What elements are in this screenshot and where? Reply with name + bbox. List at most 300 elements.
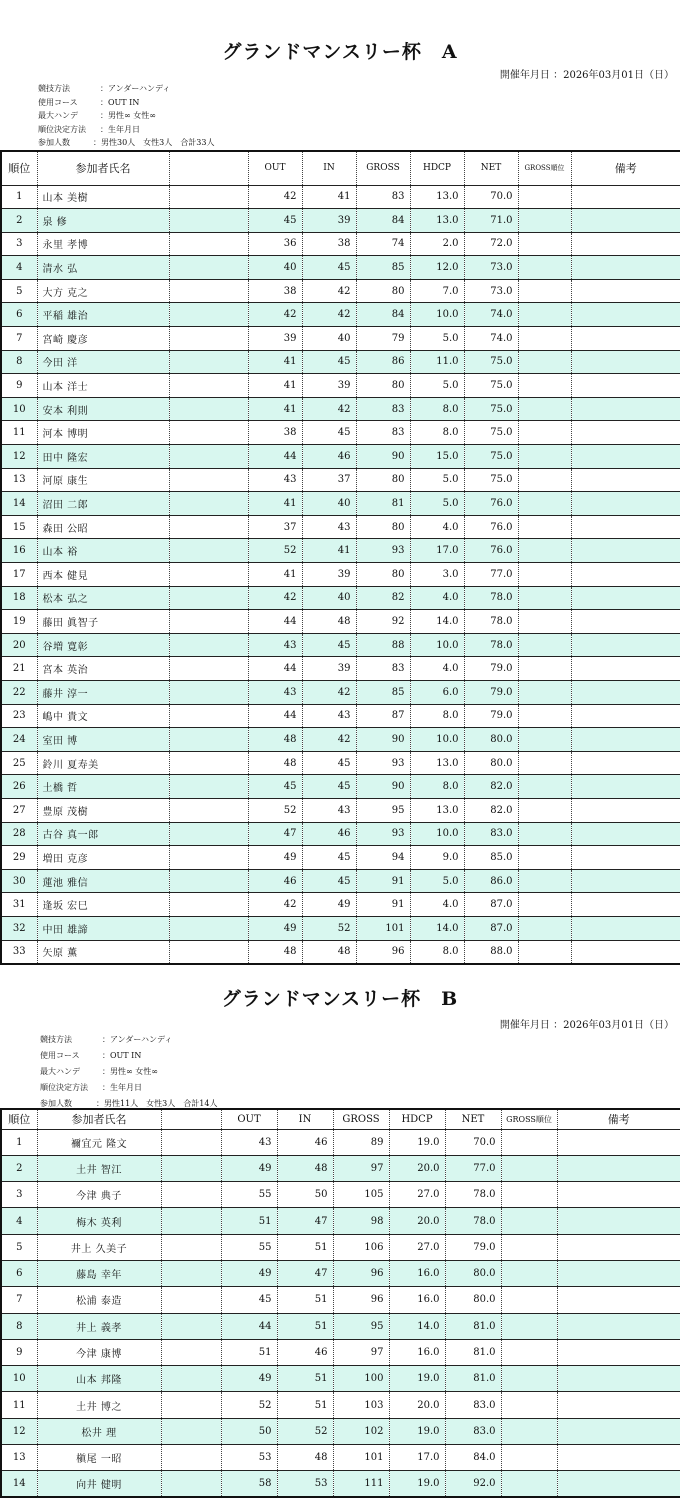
rank-cell: 10 (1, 397, 37, 421)
remarks-cell (557, 1129, 680, 1155)
name-cell: 土橋 哲 (37, 775, 169, 799)
table-row (1, 846, 680, 870)
name-cell: 田中 隆宏 (37, 445, 169, 469)
hdcp-cell: 10.0 (410, 822, 464, 846)
out-cell: 41 (248, 350, 302, 374)
info-row (38, 109, 214, 123)
info-row (38, 96, 214, 110)
blank-cell (161, 1129, 221, 1155)
gross-cell: 90 (356, 775, 410, 799)
rank-cell: 28 (1, 822, 37, 846)
header-name: 参加者氏名 (37, 151, 169, 185)
in-cell: 43 (302, 798, 356, 822)
name-cell: 豊原 茂樹 (37, 798, 169, 822)
remarks-cell (571, 421, 680, 445)
remarks-cell (571, 539, 680, 563)
rank-cell: 22 (1, 680, 37, 704)
gross-rank-cell (518, 350, 571, 374)
rank-cell: 8 (1, 350, 37, 374)
in-cell: 42 (302, 397, 356, 421)
blank-cell (169, 327, 248, 351)
info-val: ：男性∞ 女性∞ (100, 111, 156, 120)
table-row (1, 232, 680, 256)
blank-cell (161, 1287, 221, 1313)
info-row (40, 1032, 217, 1048)
remarks-cell (557, 1418, 680, 1444)
remarks-cell (571, 374, 680, 398)
net-cell: 75.0 (464, 421, 518, 445)
remarks-cell (571, 492, 680, 516)
net-cell: 77.0 (464, 563, 518, 587)
hdcp-cell: 20.0 (389, 1392, 445, 1418)
in-cell: 41 (302, 539, 356, 563)
hdcp-cell: 5.0 (410, 374, 464, 398)
gross-rank-cell (518, 751, 571, 775)
table-row (1, 279, 680, 303)
header-hdcp: HDCP (389, 1109, 445, 1129)
title-a: グランドマンスリー杯 A (222, 41, 458, 63)
net-cell: 80.0 (464, 728, 518, 752)
blank-cell (169, 798, 248, 822)
name-cell: 今田 洋 (37, 350, 169, 374)
remarks-cell (571, 728, 680, 752)
hdcp-cell: 16.0 (389, 1287, 445, 1313)
blank-cell (169, 751, 248, 775)
info-key: 参加人数 (38, 138, 70, 147)
net-cell: 78.0 (464, 586, 518, 610)
blank-cell (169, 468, 248, 492)
gross-cell: 80 (356, 279, 410, 303)
blank-cell (169, 822, 248, 846)
gross-rank-cell (518, 539, 571, 563)
hdcp-cell: 19.0 (389, 1129, 445, 1155)
gross-rank-cell (501, 1418, 557, 1444)
net-cell: 83.0 (445, 1418, 501, 1444)
gross-cell: 102 (333, 1418, 389, 1444)
remarks-cell (571, 822, 680, 846)
out-cell: 44 (248, 610, 302, 634)
header-hdcp: HDCP (410, 151, 464, 185)
header-gross-rank: GROSS順位 (501, 1109, 557, 1129)
remarks-cell (557, 1471, 680, 1497)
table-row (1, 1208, 680, 1234)
net-cell: 81.0 (445, 1339, 501, 1365)
remarks-cell (571, 586, 680, 610)
in-cell: 51 (277, 1234, 333, 1260)
rank-cell: 17 (1, 563, 37, 587)
blank-cell (169, 374, 248, 398)
date-label: 開催年月日 ： (499, 1020, 564, 1031)
results-table-a (0, 150, 680, 965)
net-cell: 81.0 (445, 1313, 501, 1339)
net-cell: 76.0 (464, 492, 518, 516)
table-row (1, 1260, 680, 1286)
in-cell: 51 (277, 1287, 333, 1313)
rank-cell: 32 (1, 916, 37, 940)
table-row (1, 704, 680, 728)
in-cell: 38 (302, 232, 356, 256)
table-row (1, 350, 680, 374)
hdcp-cell: 4.0 (410, 657, 464, 681)
table-row (1, 869, 680, 893)
blank-cell (161, 1418, 221, 1444)
remarks-cell (557, 1339, 680, 1365)
name-cell: 宮本 英治 (37, 657, 169, 681)
header-rank: 順位 (1, 1109, 37, 1129)
blank-cell (161, 1471, 221, 1497)
gross-rank-cell (518, 916, 571, 940)
net-cell: 84.0 (445, 1445, 501, 1471)
gross-rank-cell (501, 1287, 557, 1313)
name-cell: 藤島 幸年 (37, 1260, 161, 1286)
net-cell: 70.0 (464, 185, 518, 209)
net-cell: 87.0 (464, 916, 518, 940)
in-cell: 45 (302, 633, 356, 657)
net-cell: 87.0 (464, 893, 518, 917)
blank-cell (161, 1208, 221, 1234)
out-cell: 41 (248, 397, 302, 421)
out-cell: 39 (248, 327, 302, 351)
gross-cell: 96 (356, 940, 410, 964)
gross-cell: 93 (356, 751, 410, 775)
blank-cell (161, 1392, 221, 1418)
gross-cell: 93 (356, 539, 410, 563)
table-row (1, 633, 680, 657)
out-cell: 52 (221, 1392, 277, 1418)
name-cell: 室田 博 (37, 728, 169, 752)
hdcp-cell: 16.0 (389, 1339, 445, 1365)
name-cell: 松井 理 (37, 1418, 161, 1444)
info-val: ：OUT IN (102, 1051, 142, 1060)
gross-cell: 84 (356, 303, 410, 327)
title-b: グランドマンスリー杯 B (221, 988, 459, 1010)
header-remarks: 備考 (557, 1109, 680, 1129)
table-row (1, 256, 680, 280)
rank-cell: 9 (1, 374, 37, 398)
gross-rank-cell (518, 327, 571, 351)
remarks-cell (571, 893, 680, 917)
hdcp-cell: 27.0 (389, 1234, 445, 1260)
gross-rank-cell (518, 232, 571, 256)
gross-cell: 90 (356, 728, 410, 752)
gross-cell: 80 (356, 374, 410, 398)
header-gross: GROSS (333, 1109, 389, 1129)
date-value: 2026年03月01日（日） (563, 70, 674, 81)
in-cell: 50 (277, 1182, 333, 1208)
hdcp-cell: 11.0 (410, 350, 464, 374)
net-cell: 81.0 (445, 1366, 501, 1392)
net-cell: 75.0 (464, 350, 518, 374)
gross-cell: 100 (333, 1366, 389, 1392)
hdcp-cell: 9.0 (410, 846, 464, 870)
name-cell: 中田 雄諦 (37, 916, 169, 940)
gross-cell: 88 (356, 633, 410, 657)
net-cell: 75.0 (464, 397, 518, 421)
gross-cell: 94 (356, 846, 410, 870)
table-header (1, 1109, 680, 1129)
rank-cell: 12 (1, 445, 37, 469)
name-cell: 山本 邦隆 (37, 1366, 161, 1392)
gross-cell: 80 (356, 468, 410, 492)
hdcp-cell: 20.0 (389, 1208, 445, 1234)
name-cell: 古谷 真一郎 (37, 822, 169, 846)
gross-rank-cell (501, 1313, 557, 1339)
name-cell: 藤井 淳一 (37, 680, 169, 704)
out-cell: 58 (221, 1471, 277, 1497)
header-rank: 順位 (1, 151, 37, 185)
info-row (38, 123, 214, 137)
gross-rank-cell (518, 256, 571, 280)
net-cell: 78.0 (445, 1182, 501, 1208)
info-val: ：男性11人 女性3人 合計14人 (96, 1099, 218, 1108)
in-cell: 42 (302, 279, 356, 303)
info-val: ：男性30人 女性3人 合計33人 (93, 138, 215, 147)
gross-rank-cell (518, 940, 571, 964)
in-cell: 46 (277, 1339, 333, 1365)
out-cell: 51 (221, 1339, 277, 1365)
remarks-cell (557, 1208, 680, 1234)
hdcp-cell: 16.0 (389, 1260, 445, 1286)
hdcp-cell: 13.0 (410, 751, 464, 775)
info-val: ：生年月日 (100, 124, 140, 134)
hdcp-cell: 8.0 (410, 397, 464, 421)
out-cell: 41 (248, 374, 302, 398)
info-val: ：男性∞ 女性∞ (102, 1067, 158, 1076)
remarks-cell (571, 232, 680, 256)
gross-rank-cell (518, 610, 571, 634)
name-cell: 西本 健見 (37, 563, 169, 587)
table-row (1, 209, 680, 233)
info-key: 順位決定方法 (38, 124, 86, 134)
remarks-cell (571, 846, 680, 870)
table-row (1, 1471, 680, 1497)
rank-cell: 1 (1, 1129, 37, 1155)
out-cell: 42 (248, 586, 302, 610)
table-row (1, 515, 680, 539)
net-cell: 78.0 (445, 1208, 501, 1234)
gross-cell: 91 (356, 869, 410, 893)
rank-cell: 13 (1, 1445, 37, 1471)
header-gross-rank: GROSS順位 (518, 151, 571, 185)
rank-cell: 19 (1, 610, 37, 634)
remarks-cell (557, 1287, 680, 1313)
remarks-cell (571, 916, 680, 940)
rank-cell: 2 (1, 1155, 37, 1181)
out-cell: 51 (221, 1208, 277, 1234)
blank-cell (169, 586, 248, 610)
gross-cell: 74 (356, 232, 410, 256)
remarks-cell (571, 397, 680, 421)
blank-cell (169, 279, 248, 303)
table-row (1, 1234, 680, 1260)
rank-cell: 4 (1, 1208, 37, 1234)
out-cell: 47 (248, 822, 302, 846)
remarks-cell (571, 704, 680, 728)
rank-cell: 15 (1, 515, 37, 539)
hdcp-cell: 5.0 (410, 869, 464, 893)
in-cell: 39 (302, 563, 356, 587)
table-row (1, 1366, 680, 1392)
table-row (1, 728, 680, 752)
rank-cell: 29 (1, 846, 37, 870)
net-cell: 92.0 (445, 1471, 501, 1497)
table-row (1, 1129, 680, 1155)
gross-rank-cell (501, 1445, 557, 1471)
net-cell: 79.0 (464, 680, 518, 704)
blank-cell (161, 1313, 221, 1339)
blank-cell (169, 680, 248, 704)
blank-cell (161, 1234, 221, 1260)
gross-cell: 111 (333, 1471, 389, 1497)
out-cell: 41 (248, 563, 302, 587)
out-cell: 44 (248, 657, 302, 681)
table-row (1, 1392, 680, 1418)
net-cell: 79.0 (464, 704, 518, 728)
rank-cell: 9 (1, 1339, 37, 1365)
info-key: 最大ハンデ (38, 111, 78, 120)
blank-cell (169, 303, 248, 327)
blank-cell (169, 775, 248, 799)
hdcp-cell: 8.0 (410, 421, 464, 445)
net-cell: 80.0 (445, 1287, 501, 1313)
net-cell: 82.0 (464, 798, 518, 822)
table-row (1, 822, 680, 846)
table-row (1, 610, 680, 634)
remarks-cell (571, 869, 680, 893)
name-cell: 井上 久美子 (37, 1234, 161, 1260)
rank-cell: 8 (1, 1313, 37, 1339)
rank-cell: 5 (1, 279, 37, 303)
remarks-cell (571, 327, 680, 351)
in-cell: 53 (277, 1471, 333, 1497)
out-cell: 43 (248, 633, 302, 657)
gross-rank-cell (518, 893, 571, 917)
name-cell: 河本 博明 (37, 421, 169, 445)
blank-cell (169, 256, 248, 280)
hdcp-cell: 8.0 (410, 704, 464, 728)
remarks-cell (571, 798, 680, 822)
in-cell: 45 (302, 350, 356, 374)
name-cell: 藤田 眞智子 (37, 610, 169, 634)
hdcp-cell: 14.0 (389, 1313, 445, 1339)
net-cell: 74.0 (464, 327, 518, 351)
hdcp-cell: 13.0 (410, 185, 464, 209)
gross-rank-cell (501, 1182, 557, 1208)
date-a (500, 66, 674, 81)
table-row (1, 327, 680, 351)
blank-cell (169, 539, 248, 563)
gross-cell: 106 (333, 1234, 389, 1260)
in-cell: 52 (302, 916, 356, 940)
table-row (1, 916, 680, 940)
blank-cell (169, 916, 248, 940)
gross-rank-cell (518, 421, 571, 445)
name-cell: 矢原 薫 (37, 940, 169, 964)
hdcp-cell: 13.0 (410, 209, 464, 233)
remarks-cell (571, 563, 680, 587)
date-b (500, 1016, 674, 1031)
out-cell: 44 (221, 1313, 277, 1339)
hdcp-cell: 6.0 (410, 680, 464, 704)
table-row (1, 539, 680, 563)
net-cell: 79.0 (445, 1234, 501, 1260)
table-row (1, 445, 680, 469)
out-cell: 52 (248, 798, 302, 822)
in-cell: 52 (277, 1418, 333, 1444)
net-cell: 73.0 (464, 256, 518, 280)
remarks-cell (571, 657, 680, 681)
gross-rank-cell (501, 1366, 557, 1392)
rank-cell: 4 (1, 256, 37, 280)
net-cell: 70.0 (445, 1129, 501, 1155)
rank-cell: 27 (1, 798, 37, 822)
out-cell: 40 (248, 256, 302, 280)
table-row (1, 940, 680, 964)
blank-cell (169, 397, 248, 421)
net-cell: 76.0 (464, 539, 518, 563)
table-row (1, 680, 680, 704)
remarks-cell (571, 680, 680, 704)
gross-rank-cell (518, 374, 571, 398)
info-val: ：アンダーハンディ (100, 84, 171, 93)
in-cell: 43 (302, 704, 356, 728)
net-cell: 73.0 (464, 279, 518, 303)
gross-cell: 95 (333, 1313, 389, 1339)
out-cell: 43 (248, 680, 302, 704)
name-cell: 泉 修 (37, 209, 169, 233)
out-cell: 49 (221, 1366, 277, 1392)
name-cell: 今津 典子 (37, 1182, 161, 1208)
gross-cell: 93 (356, 822, 410, 846)
out-cell: 38 (248, 421, 302, 445)
table-row (1, 185, 680, 209)
name-cell: 永里 孝博 (37, 232, 169, 256)
name-cell: 平稲 雄治 (37, 303, 169, 327)
hdcp-cell: 14.0 (410, 610, 464, 634)
table-row (1, 1313, 680, 1339)
gross-cell: 84 (356, 209, 410, 233)
gross-rank-cell (501, 1392, 557, 1418)
blank-cell (169, 846, 248, 870)
gross-rank-cell (518, 209, 571, 233)
out-cell: 41 (248, 492, 302, 516)
rank-cell: 33 (1, 940, 37, 964)
table-row (1, 1445, 680, 1471)
info-val: ：OUT IN (100, 97, 140, 107)
remarks-cell (557, 1234, 680, 1260)
net-cell: 82.0 (464, 775, 518, 799)
name-cell: 山本 洋士 (37, 374, 169, 398)
in-cell: 51 (277, 1392, 333, 1418)
net-cell: 79.0 (464, 657, 518, 681)
in-cell: 39 (302, 657, 356, 681)
info-row (38, 82, 214, 96)
name-cell: 松本 弘之 (37, 586, 169, 610)
gross-cell: 86 (356, 350, 410, 374)
header-blank (161, 1109, 221, 1129)
out-cell: 45 (248, 775, 302, 799)
info-key: 競技方法 (38, 84, 70, 93)
name-cell: 土井 智江 (37, 1155, 161, 1181)
out-cell: 44 (248, 704, 302, 728)
in-cell: 47 (277, 1208, 333, 1234)
in-cell: 45 (302, 421, 356, 445)
net-cell: 78.0 (464, 610, 518, 634)
rank-cell: 13 (1, 468, 37, 492)
gross-rank-cell (501, 1155, 557, 1181)
gross-rank-cell (518, 728, 571, 752)
hdcp-cell: 10.0 (410, 303, 464, 327)
